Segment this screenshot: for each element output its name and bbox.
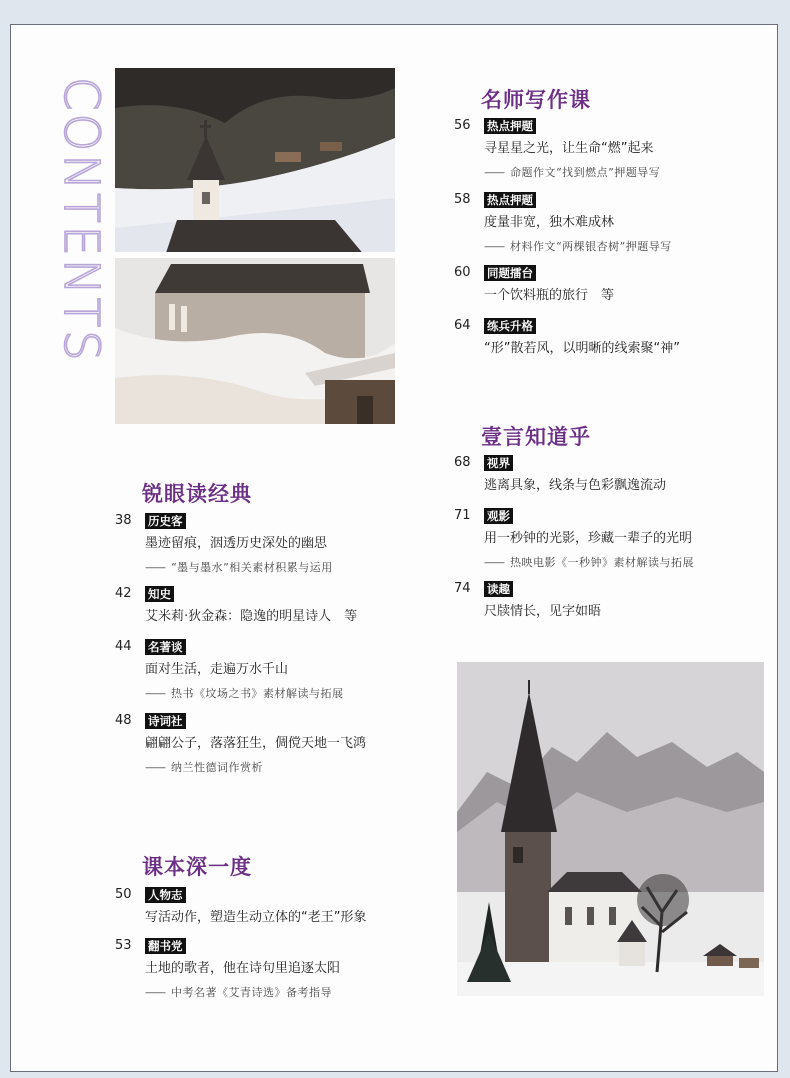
column-tag: 翻书党 xyxy=(145,938,186,954)
column-tag: 热点押题 xyxy=(484,192,536,208)
article-title: 用一秒钟的光影，珍藏一辈子的光明 xyxy=(484,531,693,546)
article-subtitle xyxy=(145,685,344,701)
column-tag: 名著谈 xyxy=(145,639,186,655)
page-number: 42 xyxy=(115,586,132,601)
article-title: 艾米莉·狄金森：隐逸的明星诗人 等 xyxy=(145,609,358,624)
article-subtitle xyxy=(145,559,333,575)
article-title: 面对生活，走遍万水千山 xyxy=(145,662,289,677)
article-subtitle xyxy=(484,238,672,254)
column-tag: 热点押题 xyxy=(484,118,536,134)
dash: —— xyxy=(145,687,165,700)
article-title: 墨迹留痕，洇透历史深处的幽思 xyxy=(145,536,328,551)
dash: —— xyxy=(484,556,504,569)
page-number: 53 xyxy=(115,938,132,953)
page-number: 38 xyxy=(115,513,132,528)
magazine-page xyxy=(10,24,778,1072)
column-tag: 同题擂台 xyxy=(484,265,536,281)
page-number: 71 xyxy=(454,508,471,523)
section-title-ruiyan: 锐眼读经典 xyxy=(142,482,252,506)
article-title: 写活动作，塑造生动立体的“老王”形象 xyxy=(145,910,367,925)
page-number: 48 xyxy=(115,713,132,728)
page-number: 60 xyxy=(454,265,471,280)
article-subtitle xyxy=(145,984,332,1000)
dash: —— xyxy=(145,986,165,999)
page-number: 64 xyxy=(454,318,471,333)
dash: —— xyxy=(484,166,504,179)
article-title: 尺牍情长，见字如晤 xyxy=(484,604,602,619)
dash: —— xyxy=(145,561,165,574)
article-title: 逃离具象，线条与色彩飘逸流动 xyxy=(484,478,667,493)
section-title-mingshi: 名师写作课 xyxy=(481,88,591,112)
page-number: 44 xyxy=(115,639,132,654)
dash: —— xyxy=(484,240,504,253)
article-subtitle-text: 命题作文“找到燃点”押题导写 xyxy=(510,166,661,179)
page-number: 74 xyxy=(454,581,471,596)
article-subtitle-text: 中考名著《艾青诗选》备考指导 xyxy=(171,986,332,999)
article-subtitle-text: 材料作文“两棵银杏树”押题导写 xyxy=(510,240,672,253)
chapel-photo-top xyxy=(115,68,395,424)
column-tag: 人物志 xyxy=(145,887,186,903)
article-subtitle-text: 热书《坟场之书》素材解读与拓展 xyxy=(171,687,344,700)
article-title: 一个饮料瓶的旅行 等 xyxy=(484,288,615,303)
column-tag: 诗词社 xyxy=(145,713,186,729)
page-number: 58 xyxy=(454,192,471,207)
article-subtitle xyxy=(145,759,263,775)
column-tag: 视界 xyxy=(484,455,513,471)
contents-heading: CONTENTS xyxy=(53,77,109,364)
article-title: 翩翩公子，落落狂生，倜傥天地一飞鸿 xyxy=(145,736,367,751)
column-tag: 历史客 xyxy=(145,513,186,529)
article-subtitle-text: 纳兰性德词作赏析 xyxy=(171,761,263,774)
article-title: 度量非宽，独木难成林 xyxy=(484,215,615,230)
article-title: 寻星星之光，让生命“燃”起来 xyxy=(484,141,654,156)
page-number: 56 xyxy=(454,118,471,133)
article-title: “形”散若风，以明晰的线索聚“神” xyxy=(484,341,680,356)
article-subtitle-text: “墨与墨水”相关素材积累与运用 xyxy=(171,561,333,574)
column-tag: 知史 xyxy=(145,586,174,602)
section-title-yiyan: 壹言知道乎 xyxy=(481,425,591,449)
column-tag: 观影 xyxy=(484,508,513,524)
column-tag: 练兵升格 xyxy=(484,318,536,334)
article-subtitle xyxy=(484,554,694,570)
dash: —— xyxy=(145,761,165,774)
page-number: 50 xyxy=(115,887,132,902)
article-title: 土地的歌者，他在诗句里追逐太阳 xyxy=(145,961,341,976)
page-number: 68 xyxy=(454,455,471,470)
article-subtitle xyxy=(484,164,660,180)
column-tag: 读趣 xyxy=(484,581,513,597)
article-subtitle-text: 热映电影《一秒钟》素材解读与拓展 xyxy=(510,556,694,569)
section-title-keben: 课本深一度 xyxy=(142,855,252,879)
church-photo-bottom xyxy=(457,662,764,996)
